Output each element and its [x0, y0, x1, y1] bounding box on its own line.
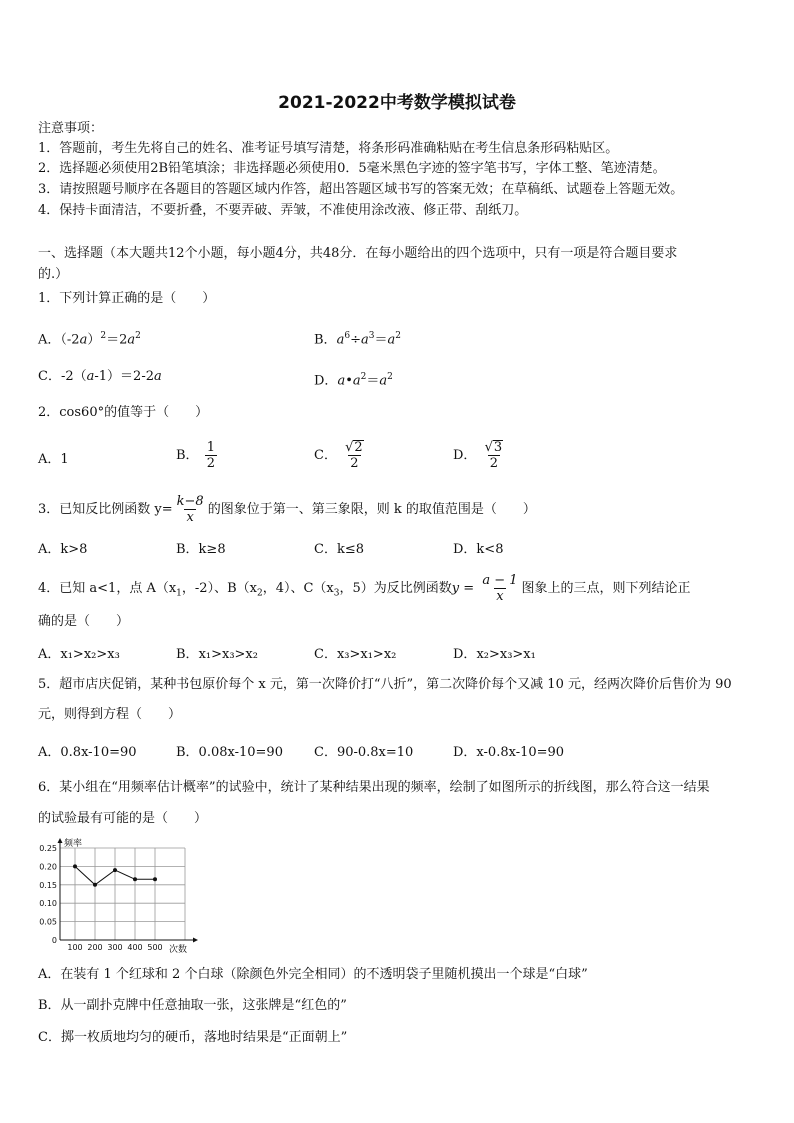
- notice-item-1: 1．答题前，考生先将自己的姓名、准考证号填写清楚，将条形码准确粘贴在考生信息条形码粘贴区。: [38, 141, 619, 156]
- q2-option-a: A．1: [38, 452, 69, 467]
- y-tick-label: 0.05: [39, 917, 57, 927]
- section-heading-line-2: 的.）: [38, 267, 69, 282]
- x-axis-title: 次数: [169, 945, 188, 955]
- q3-option-c: C．k≤8: [314, 542, 364, 557]
- fraction-a-minus-1-over-x: $\frac{a - 1}{x}$: [482, 573, 518, 604]
- q3-option-a: A．k>8: [38, 542, 88, 557]
- q6-stem-line-2: 的试验最有可能的是（ ）: [38, 811, 208, 826]
- q6-option-c: C．掷一枚质地均匀的硬币，落地时结果是“正面朝上”: [38, 1030, 348, 1045]
- q5-stem-line-1: 5．超市店庆促销，某种书包原价每个 x 元，第一次降价打“八折”，第二次降价每个又减 10 元，经两次降价后售价为 90: [38, 677, 732, 692]
- chart-axes: [58, 838, 199, 943]
- y-tick-label: 0.15: [39, 880, 57, 890]
- q4-stem: 4．已知 a<1，点 $A(x_1$，-2）、$B(x_2$，4）、$C(x_3$，5）为反比例函数y = $\frac{a - 1}{x}$ 图象上的三点，则下列结论正: [38, 573, 691, 604]
- x-tick-label: 300: [107, 943, 123, 952]
- y-axis-title: 频率: [64, 839, 83, 849]
- q2-option-d: D． √ 3 2: [453, 440, 507, 471]
- y-tick-label: 0: [51, 936, 57, 945]
- chart-labels: [39, 838, 187, 955]
- section-heading-line-1: 一、选择题（本大题共12个小题，每小题4分，共48分．在每小题给出的四个选项中，只有一项是符合题目要求: [38, 246, 678, 261]
- fraction-sqrt2-over-2: √ 2 2: [345, 440, 363, 471]
- y-axis-arrow-icon: [58, 838, 63, 843]
- notice-item-4: 4．保持卡面清洁，不要折叠，不要弄破、弄皱，不准使用涂改液、修正带、刮纸刀。: [38, 203, 528, 218]
- q1-stem: 1．下列计算正确的是（ ）: [38, 291, 216, 306]
- q2-option-b: B． $\frac{1}{2}$: [176, 440, 215, 471]
- q5-stem-line-2: 元，则得到方程（ ）: [38, 707, 182, 722]
- q5-option-c: C．90-0.8x=10: [314, 745, 414, 760]
- q3-stem: 3．已知反比例函数 y= $\frac{k-8}{x}$ 的图象位于第一、第三象限，则 k 的取值范围是（ ）: [38, 494, 536, 525]
- fraction-sqrt3-over-2: √ 3 2: [484, 440, 503, 471]
- q4-option-a: A．x₁>x₂>x₃: [38, 647, 120, 662]
- q1-option-b: B．$a^6\div a^3=a^2$: [314, 331, 401, 348]
- q3-option-d: D．k<8: [453, 542, 504, 557]
- x-tick-label: 500: [147, 943, 163, 952]
- fraction-k-minus-8-over-x: $\frac{k-8}{x}$: [176, 494, 204, 525]
- notice-item-3: 3．请按照题号顺序在各题目的答题区域内作答，超出答题区域书写的答案无效；在草稿纸、试题卷上答题无效。: [38, 182, 684, 197]
- frequency-line-chart: [30, 838, 200, 956]
- q6-stem-line-1: 6．某小组在“用频率估计概率”的试验中，统计了某种结果出现的频率，绘制了如图所示的折线图，那么符合这一结果: [38, 780, 710, 795]
- page-title: 2021-2022中考数学模拟试卷: [278, 93, 516, 113]
- q5-option-a: A．0.8x-10=90: [38, 745, 137, 760]
- q4-option-b: B．x₁>x₃>x₂: [176, 647, 258, 662]
- q2-stem: 2．cos60°的值等于（ ）: [38, 405, 209, 420]
- q5-option-b: B．0.08x-10=90: [176, 745, 283, 760]
- y-tick-label: 0.10: [39, 899, 57, 909]
- q1-option-d: D．$a•a^2=a^2$: [314, 372, 393, 389]
- fraction-one-half: $\frac{1}{2}$: [206, 440, 215, 471]
- x-tick-label: 200: [87, 943, 103, 952]
- notice-heading: 注意事项：: [38, 121, 104, 136]
- data-point: [93, 883, 97, 887]
- q3-option-b: B．k≥8: [176, 542, 226, 557]
- y-tick-label: 0.25: [39, 844, 57, 853]
- q4-stem-line-2: 确的是（ ）: [38, 614, 130, 629]
- q4-option-c: C．x₃>x₁>x₂: [314, 647, 397, 662]
- data-point: [113, 868, 117, 872]
- chart-grid: [60, 848, 185, 940]
- q1-option-a: A．$(-2a)^2=2a^2$: [38, 331, 141, 348]
- q6-option-a: A．在装有 1 个红球和 2 个白球（除颜色外完全相同）的不透明袋子里随机摸出一个球是“白球”: [38, 967, 588, 982]
- data-point: [133, 877, 137, 881]
- y-tick-label: 0.20: [39, 862, 57, 872]
- x-axis-arrow-icon: [193, 938, 198, 943]
- q6-option-b: B．从一副扑克牌中任意抽取一张，这张牌是“红色的”: [38, 998, 347, 1013]
- notice-item-2: 2．选择题必须使用2B铅笔填涂；非选择题必须使用0．5毫米黑色字迹的签字笔书写，字体工整、笔迹清楚。: [38, 161, 666, 176]
- q2-option-c: C． √ 2 2: [314, 440, 368, 471]
- x-tick-label: 400: [127, 943, 143, 952]
- data-point: [73, 864, 77, 868]
- x-tick-label: 100: [67, 943, 83, 952]
- q4-option-d: D．x₂>x₃>x₁: [453, 647, 536, 662]
- data-point: [153, 877, 157, 881]
- q5-option-d: D．x-0.8x-10=90: [453, 745, 565, 760]
- q1-option-c: C．-2（a-1）＝2-2a: [38, 369, 162, 384]
